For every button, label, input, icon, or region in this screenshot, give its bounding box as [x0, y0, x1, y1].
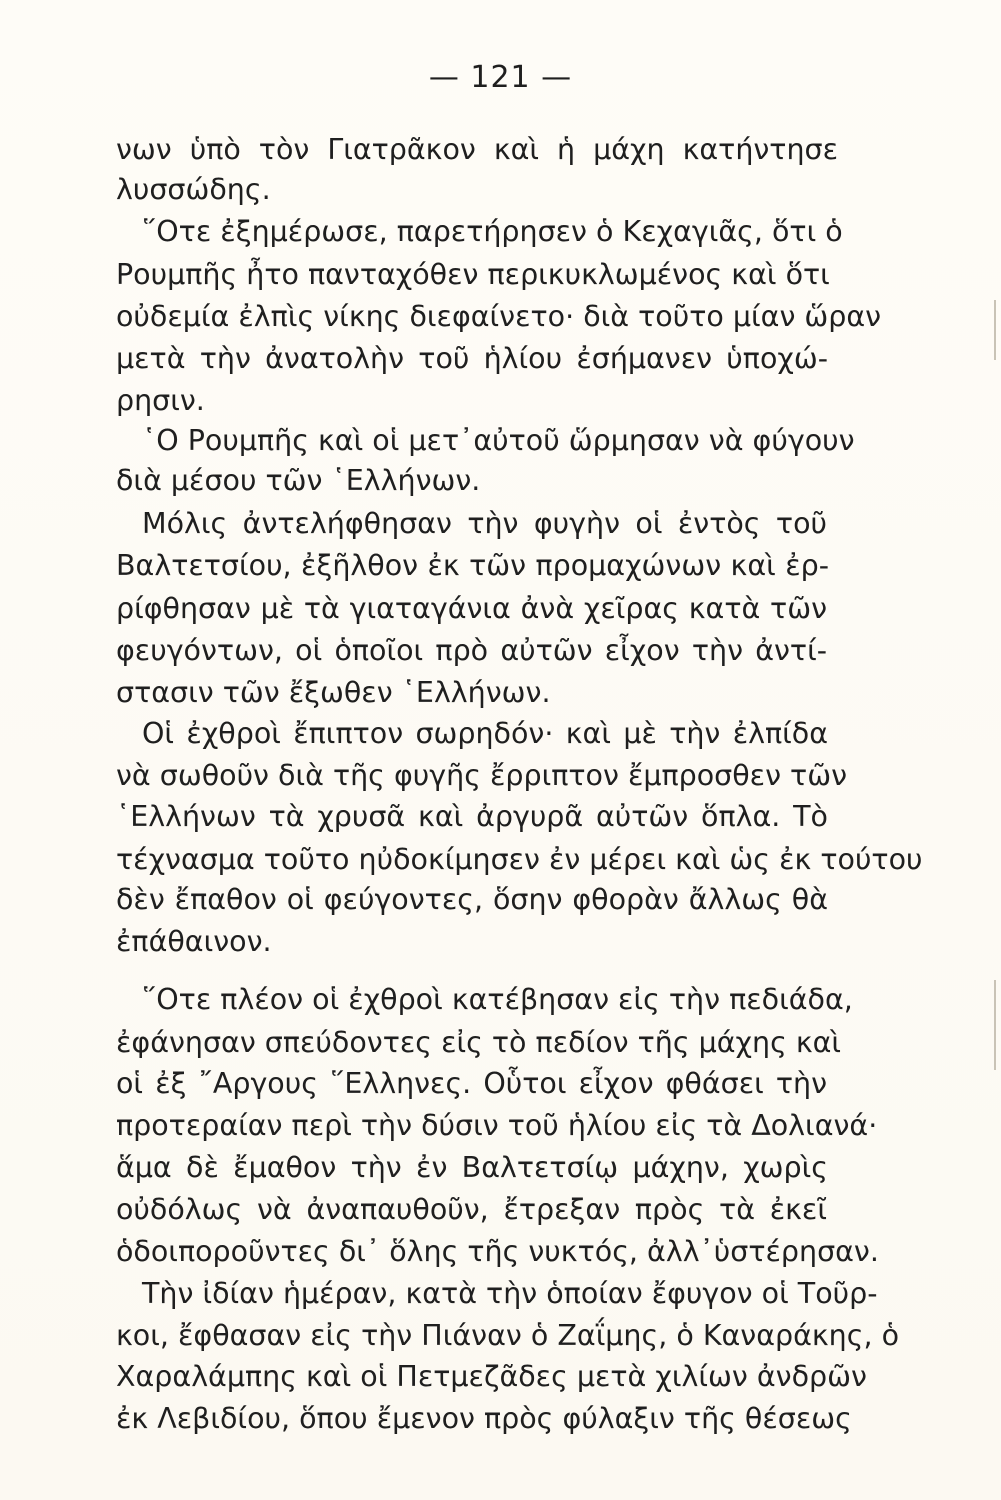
- text-line: ρίφθησαν μὲ τὰ γιαταγάνια ἀνὰ χεῖρας κατὰ τῶν: [116, 592, 827, 625]
- text-line: μετὰ τὴν ἀνατολὴν τοῦ ἡλίου ἐσήμανεν ὑποχώ-: [116, 342, 828, 375]
- text-line: φευγόντων, οἱ ὁποῖοι πρὸ αὐτῶν εἶχον τὴν ἀντί-: [116, 634, 827, 667]
- text-line: ῞Οτε πλέον οἱ ἐχθροὶ κατέβησαν εἰς τὴν πεδιάδα,: [142, 983, 853, 1016]
- text-line: Χαραλάμπης καὶ οἱ Πετμεζᾶδες μετὰ χιλίων ἀνδρῶν: [116, 1360, 867, 1393]
- text-line: ῞Οτε ἐξημέρωσε, παρετήρησεν ὁ Κεχαγιᾶς, ὅτι ὁ: [142, 215, 843, 248]
- page-edge-mark: [994, 980, 996, 1070]
- text-line: νὰ σωθοῦν διὰ τῆς φυγῆς ἔρριπτον ἔμπροσθεν τῶν: [116, 759, 847, 792]
- text-line: διὰ μέσου τῶν ῾Ελλήνων.: [116, 464, 481, 497]
- text-line: λυσσώδης.: [116, 173, 271, 206]
- text-line: τέχνασμα τοῦτο ηὐδοκίμησεν ἐν μέρει καὶ ὡς ἐκ τούτου: [116, 843, 923, 876]
- text-line: στασιν τῶν ἔξωθεν ῾Ελλήνων.: [116, 676, 551, 709]
- text-line: ῾Ο Ρουμπῆς καὶ οἱ μετ᾿αὐτοῦ ὥρμησαν νὰ φύγουν: [142, 424, 855, 457]
- text-line: ρησιν.: [116, 384, 205, 417]
- text-line: Οἱ ἐχθροὶ ἔπιπτον σωρηδόν· καὶ μὲ τὴν ἐλπίδα: [142, 717, 828, 750]
- text-line: κοι, ἔφθασαν εἰς τὴν Πιάναν ὁ Ζαΐμης, ὁ Καναράκης, ὁ: [116, 1319, 900, 1352]
- text-line: ἐπάθαινον.: [116, 925, 272, 958]
- text-line: οὐδεμία ἐλπὶς νίκης διεφαίνετο· διὰ τοῦτο μίαν ὥραν: [116, 300, 882, 333]
- text-line: οὐδόλως νὰ ἀναπαυθοῦν, ἔτρεξαν πρὸς τὰ ἐκεῖ: [116, 1193, 827, 1226]
- text-line: ἐκ Λεβιδίου, ὅπου ἔμενον πρὸς φύλαξιν τῆς θέσεως: [116, 1402, 852, 1435]
- text-line: Τὴν ἰδίαν ἡμέραν, κατὰ τὴν ὁποίαν ἔφυγον οἱ Τοῦρ-: [142, 1277, 878, 1310]
- text-line: ὁδοιποροῦντες δι᾿ ὅλης τῆς νυκτός, ἀλλ᾿ὑστέρησαν.: [116, 1235, 879, 1268]
- text-line: Μόλις ἀντελήφθησαν τὴν φυγὴν οἱ ἐντὸς τοῦ: [142, 507, 827, 540]
- text-line: ῾Ελλήνων τὰ χρυσᾶ καὶ ἀργυρᾶ αὐτῶν ὅπλα. Τὸ: [116, 800, 828, 833]
- text-line: Ρουμπῆς ἦτο πανταχόθεν περικυκλωμένος καὶ ὅτι: [116, 258, 830, 291]
- page-number: — 121 —: [428, 60, 573, 95]
- text-line: ἐφάνησαν σπεύδοντες εἰς τὸ πεδίον τῆς μάχης καὶ: [116, 1026, 842, 1059]
- page-edge-mark: [994, 300, 996, 360]
- text-line: οἱ ἐξ ῎Αργους ῞Ελληνες. Οὗτοι εἶχον φθάσει τὴν: [116, 1067, 827, 1100]
- text-line: νων ὑπὸ τὸν Γιατρᾶκον καὶ ἡ μάχη κατήντησε: [116, 133, 838, 166]
- text-line: Βαλτετσίου, ἐξῆλθον ἐκ τῶν προμαχώνων καὶ ἐρ-: [116, 549, 829, 582]
- text-line: ἅμα δὲ ἔμαθον τὴν ἐν Βαλτετσίῳ μάχην, χωρὶς: [116, 1151, 828, 1184]
- text-line: δὲν ἔπαθον οἱ φεύγοντες, ὅσην φθορὰν ἄλλως θὰ: [116, 883, 828, 916]
- text-line: προτεραίαν περὶ τὴν δύσιν τοῦ ἡλίου εἰς τὰ Δολιανά·: [116, 1109, 878, 1142]
